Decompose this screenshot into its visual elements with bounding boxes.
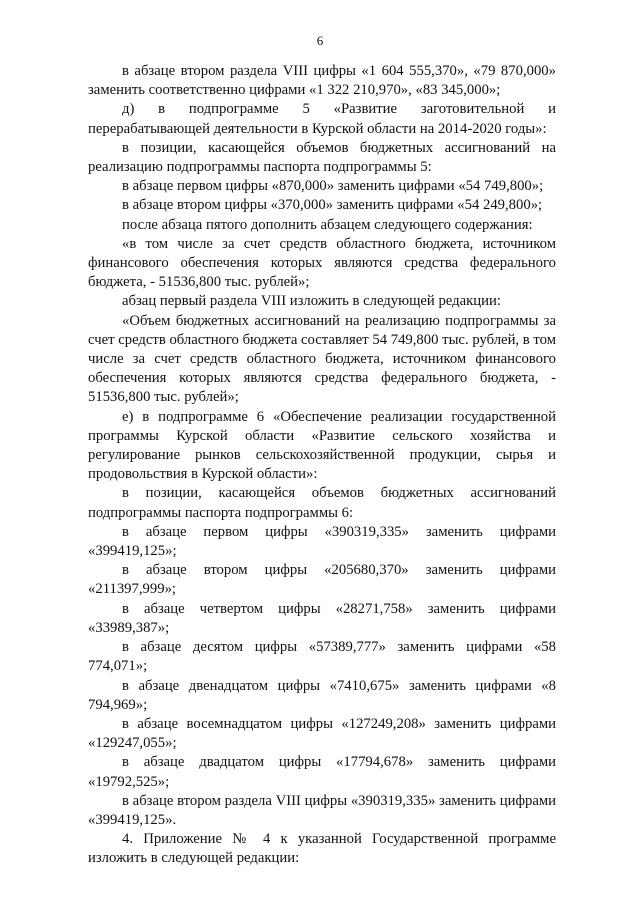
paragraph: в абзаце втором цифры «370,000» заменить цифрами «54 249,800»;	[122, 197, 543, 214]
paragraph: в абзаце втором раздела VIII цифры «1 604 555,370», «79 870,000» заменить соответственно цифрами «1 322 210,970», «83 345,000»;	[88, 63, 556, 99]
paragraph: в абзаце двенадцатом цифры «7410,675» заменить цифрами «8 794,969»;	[88, 677, 556, 713]
paragraph: в абзаце восемнадцатом цифры «127249,208» заменить цифрами «129247,055»;	[88, 715, 556, 752]
paragraph: в абзаце четвертом цифры «28271,758» заменить цифрами «33989,387»;	[88, 600, 556, 636]
paragraph: абзац первый раздела VIII изложить в следующей редакции:	[122, 293, 501, 310]
paragraph: в позиции, касающейся объемов бюджетных ассигнований подпрограммы паспорта подпрограммы 6:	[88, 485, 556, 521]
document-body	[88, 62, 556, 869]
paragraph: в абзаце втором цифры «205680,370» заменить цифрами «211397,999»;	[88, 562, 556, 598]
paragraph: в абзаце первом цифры «870,000» заменить цифрами «54 749,800»;	[122, 178, 544, 195]
paragraph: 4. Приложение № 4 к указанной Государственной программе изложить в следующей редакции:	[88, 831, 556, 867]
paragraph: д) в подпрограмме 5 «Развитие заготовительной и перерабатывающей деятельности в Курской области на 2014-2020 годы»:	[88, 101, 556, 137]
paragraph: «в том числе за счет средств областного бюджета, источником финансового обеспечения которых являются средства федерального бюджета, - 51536,800 тыс. рублей»;	[88, 235, 556, 291]
paragraph: в абзаце десятом цифры «57389,777» заменить цифрами «58 774,071»;	[88, 639, 556, 675]
paragraph: «Объем бюджетных ассигнований на реализацию подпрограммы за счет средств областного бюджета составляет 54 749,800 тыс. рублей, в том числе за счет средств областного бюджета, источником финансового обеспечения которых являются средства федерального бюджета, - 51536,800 тыс. рублей»;	[88, 312, 556, 406]
paragraph: в абзаце двадцатом цифры «17794,678» заменить цифрами «19792,525»;	[88, 754, 556, 790]
paragraph: после абзаца пятого дополнить абзацем следующего содержания:	[122, 216, 533, 233]
paragraph: в абзаце втором раздела VIII цифры «390319,335» заменить цифрами «399419,125».	[88, 792, 556, 828]
paragraph: е) в подпрограмме 6 «Обеспечение реализации государственной программы Курской области «Развитие сельского хозяйства и регулирование рынков сельскохозяйственной продукции, сырья и продовольствия в Курской области»:	[88, 408, 556, 483]
paragraph: в позиции, касающейся объемов бюджетных ассигнований на реализацию подпрограммы паспорта подпрограммы 5:	[88, 139, 556, 176]
paragraph: в абзаце первом цифры «390319,335» заменить цифрами «399419,125»;	[88, 523, 556, 560]
page-number: 6	[316, 33, 324, 48]
